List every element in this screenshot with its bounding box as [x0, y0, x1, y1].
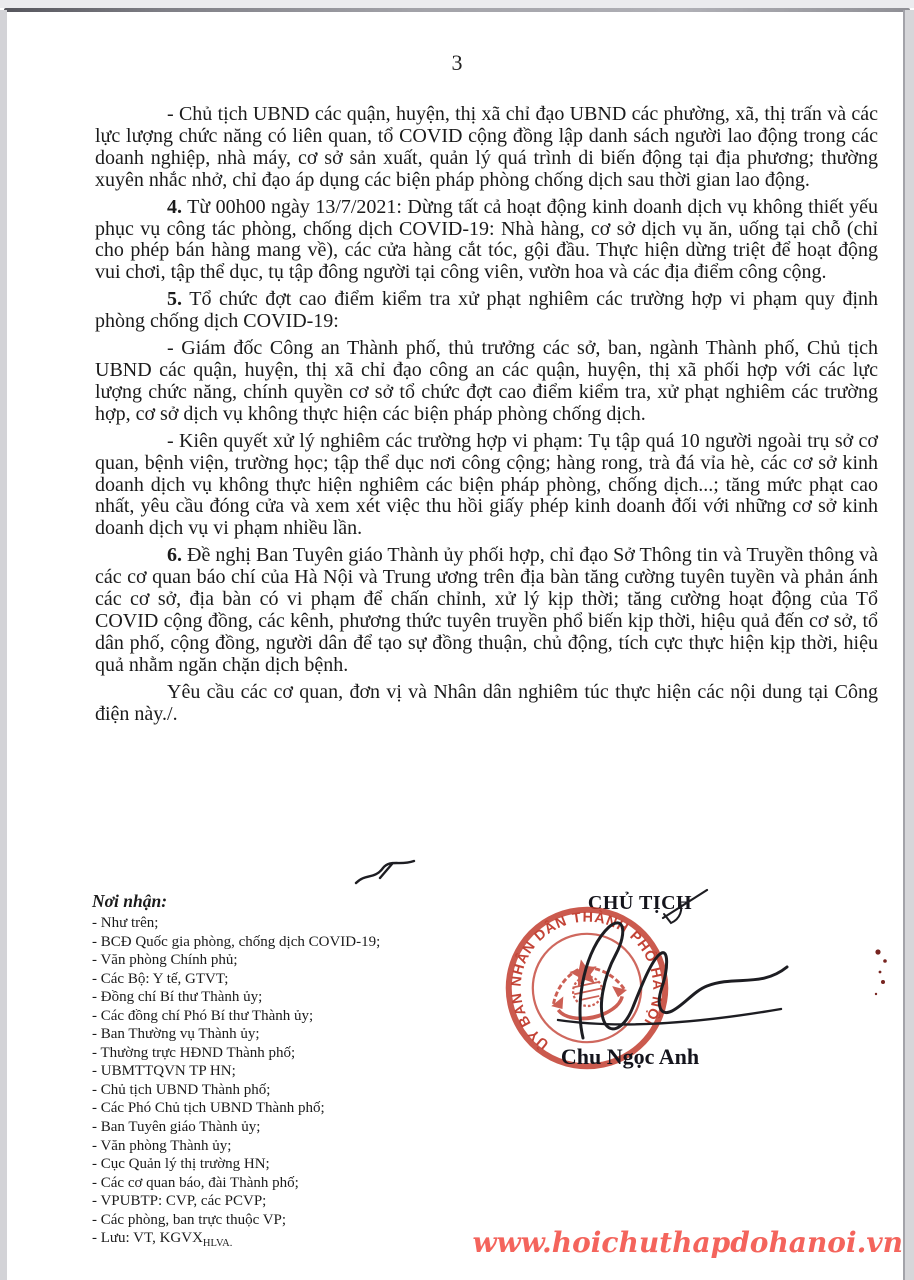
recipient-item: - Các Phó Chủ tịch UBND Thành phố;: [92, 1100, 325, 1117]
paragraph-text: - Kiên quyết xử lý nghiêm các trường hợp vi phạm: Tụ tập quá 10 người ngoài trụ sở cơ quan, bệnh viện, trường học; tập thể dục nơi công cộng; hàng rong, trà đá vỉa hè, các cơ sở kinh doanh dịch vụ không thực hiện nghiêm các biện pháp phòng, chống dịch...; tăng mức phạt cao nhất, yêu cầu đóng cửa và xem xét việc thu hồi giấy phép kinh doanh đối với những cơ sở kinh doanh dịch vụ vi phạm nhiều lần.: [95, 429, 878, 540]
scan-edge-shadow: [4, 8, 910, 12]
paragraph: [95, 197, 878, 285]
recipients-list: [92, 914, 512, 1229]
recipient-item: - Chủ tịch UBND Thành phố;: [92, 1081, 271, 1098]
recipients-title: Nơi nhận:: [92, 891, 168, 911]
recipient-item: - UBMTTQVN TP HN;: [92, 1063, 236, 1080]
paragraph-lead: 5.: [167, 288, 182, 311]
paragraph-text: Yêu cầu các cơ quan, đơn vị và Nhân dân nghiêm túc thực hiện các nội dung tại Công điện này./.: [95, 680, 878, 725]
watermark-url: www.hoichuthapdohanoi.vn: [472, 1226, 903, 1259]
paragraph: [95, 431, 878, 541]
closing-paragraph: [95, 682, 878, 726]
recipient-item: - Các phòng, ban trực thuộc VP;: [92, 1211, 287, 1228]
pen-flourish-mark: [350, 853, 430, 893]
seal-ring-text: ỦY BAN NHÂN DÂN THÀNH PHỐ HÀ NỘI: [508, 909, 666, 1053]
recipient-item: - BCĐ Quốc gia phòng, chống dịch COVID-19;: [92, 933, 381, 950]
signature-title: CHỦ TỊCH: [587, 892, 693, 914]
recipient-item: - Ban Tuyên giáo Thành ủy;: [92, 1119, 261, 1136]
scan-edge-left: [0, 10, 7, 1280]
recipient-item: - Cục Quản lý thị trường HN;: [92, 1156, 270, 1173]
paragraph: [95, 545, 878, 676]
recipient-item: - Văn phòng Chính phủ;: [92, 952, 238, 969]
recipient-item: - Ban Thường vụ Thành ủy;: [92, 1026, 260, 1043]
page-number: 3: [451, 50, 463, 75]
recipient-item: - Các đồng chí Phó Bí thư Thành ủy;: [92, 1007, 314, 1024]
recipient-luu-sub: HLVA.: [202, 1238, 233, 1250]
recipient-luu-main: - Lưu: VT, KGVX: [92, 1230, 203, 1247]
signer-name: Chu Ngọc Anh: [560, 1044, 700, 1069]
paragraph-lead: 6.: [167, 544, 182, 567]
paragraph-text: Tổ chức đợt cao điểm kiểm tra xử phạt nghiêm các trường hợp vi phạm quy định phòng chống dịch COVID-19:: [95, 288, 878, 333]
scan-edge-top: [0, 0, 914, 8]
recipient-item: - Các Bộ: Y tế, GTVT;: [92, 970, 229, 987]
paragraph: [95, 338, 878, 426]
paragraph-text: Đề nghị Ban Tuyên giáo Thành ủy phối hợp, chỉ đạo Sở Thông tin và Truyền thông và các cơ quan báo chí của Hà Nội và Trung ương trên địa bàn tăng cường tuyên tuyền và phản ánh các cơ sở, địa bàn có vi phạm để chấn chỉnh, xử lý kịp thời; tăng cường hoạt động của Tổ COVID cộng đồng, các kênh, phương thức tuyên truyền phổ biến kịp thời, hiệu quả đến cơ sở, tổ dân phố, cộng đồng, người dân để tạo sự đồng thuận, chủ động, tích cực thực hiện kịp thời, hiệu quả nhằm ngăn chặn dịch bệnh.: [95, 544, 878, 676]
paragraph: [95, 104, 878, 192]
paragraph-text: - Giám đốc Công an Thành phố, thủ trưởng các sở, ban, ngành Thành phố, Chủ tịch UBND các quận, huyện, thị xã chỉ đạo công an các quận, huyện, thị xã phối hợp với các lực lượng chức năng, chính quyền cơ sở tổ chức đợt cao điểm kiểm tra, xử phạt nghiêm các trường hợp, cơ sở dịch vụ không thực hiện các biện pháp phòng chống dịch.: [95, 337, 878, 425]
recipients-block: [92, 891, 512, 1254]
scan-edge-right: [903, 10, 914, 1280]
recipient-item: - Văn phòng Thành ủy;: [92, 1137, 232, 1154]
recipient-item: - Đồng chí Bí thư Thành ủy;: [92, 989, 263, 1006]
recipient-item: - VPUBTP: CVP, các PCVP;: [92, 1193, 267, 1210]
paragraph-lead: 4.: [167, 195, 182, 218]
ink-specks: [868, 944, 898, 1004]
paragraph-text: - Chủ tịch UBND các quận, huyện, thị xã chỉ đạo UBND các phường, xã, thị trấn và các lực lượng chức năng có liên quan, tổ COVID cộng đồng lập danh sách người lao động trong các doanh nghiệp, nhà máy, cơ sở sản xuất, quản lý quá trình di biến động tại địa phương; thường xuyên nhắc nhở, chỉ đạo áp dụng các biện pháp phòng chống dịch sau thời gian lao động.: [95, 103, 878, 191]
recipient-item: - Thường trực HĐND Thành phố;: [92, 1044, 296, 1061]
recipient-item: - Các cơ quan báo, đài Thành phố;: [92, 1174, 299, 1191]
paragraph: [95, 289, 878, 333]
document-body: [95, 104, 878, 730]
recipient-item: - Như trên;: [92, 915, 159, 931]
paragraph-text: Từ 00h00 ngày 13/7/2021: Dừng tất cả hoạt động kinh doanh dịch vụ không thiết yếu phục vụ công tác phòng, chống dịch COVID-19: Nhà hàng, cơ sở dịch vụ ăn, uống tại chỗ (chỉ cho phép bán hàng mang về), các cửa hàng cắt tóc, gội đầu. Thực hiện dừng triệt để hoạt động vui chơi, tập thể dục, tụ tập đông người tại công viên, vườn hoa và các địa điểm công cộng.: [95, 195, 878, 284]
recipient-item-luu: [92, 1229, 512, 1254]
